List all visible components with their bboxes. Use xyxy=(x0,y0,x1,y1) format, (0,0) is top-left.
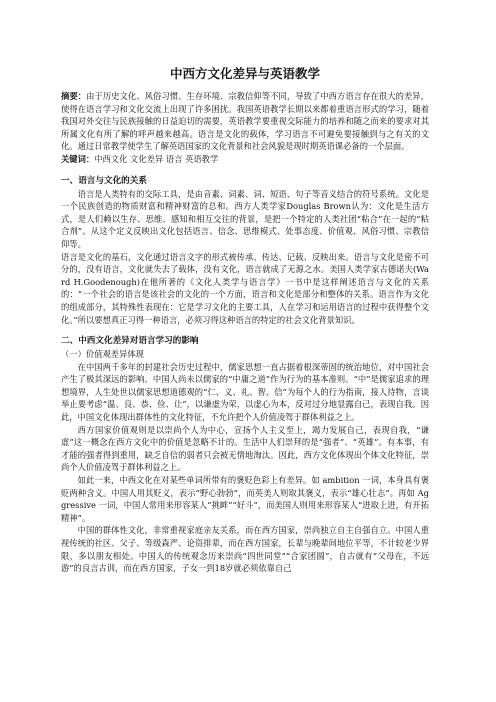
abstract-paragraph xyxy=(61,90,429,153)
keywords-label: 关键词： xyxy=(61,153,95,164)
section-1-heading: 一、语言与文化的关系 xyxy=(61,175,147,186)
section-2-paragraph-3: 如此一来，中西文化在对某些单词所带有的褒贬色彩上有差异。如 ambition 一词，本身具有褒贬两种含义。中国人用其贬义，表示“野心勃勃”，而英美人则取其褒义，表示“雄心壮志”。再如 Aggressive 一词，中国人常用来形容某人“挑衅”“好斗”，而美国人则用来形容某人“进取上进，有开拓精神”。 xyxy=(61,475,429,523)
section-2-paragraph-2: 西方国家价值观则是以崇尚个人为中心，宣扬个人主义至上，竭力发展自己，表现自我，“谦虚”这一概念在西方文化中的价值是忽略不计的。生活中人们崇拜的是“强者”、“英雄”。有本事，有才能的强者得到重用，缺乏自信的弱者只会被无情地淘汰。因此，西方文化体现出个体文化特征，崇尚个人价值凌驾于群体利益之上。 xyxy=(61,424,429,473)
abstract-label: 摘要： xyxy=(61,91,87,101)
section-2-paragraph-4: 中国的群体性文化，非常重视家庭亲友关系，而在西方国家，崇尚独立自主自强自立。中国人重视传统的社区、父子、等级森严、论资排辈，而在西方国家，长辈与晚辈间地位平等，不计较老少界限，多以朋友相处。中国人的传统观念历来崇尚“四世同堂”“合家团圆”，自古就有“父母在，不远游”的良言古训，而在西方国家，子女一到18岁就必须依靠自己 xyxy=(61,525,429,574)
section-1-paragraph-1: 语言是人类特有的交际工具，是由音素、词素、词、短语、句子等音义结合的符号系统。文化是一个民族创造的物质财富和精神财富的总和。西方人类学家Douglas Brown认为：文化是生活方式，是人们赖以生存、思维、感知和相互交往的背景，是把一个特定的人类社团“粘合”在一起的“粘合剂”。从这个定义反映出文化包括语言、信念、思维模式、处事态度、价值观、风俗习惯、宗教信仰等。 xyxy=(61,188,429,249)
abstract-text: 由于历史文化、风俗习惯、生存环境、宗教信仰等不同，导致了中西方语言存在很大的差异，使得在语言学习和文化交流上出现了许多困扰。我国英语教学长期以来都着重语言形式的学习，随着我国对外交往与民族接触的日益迫切的需要，英语教学要重视交际能力的培养和随之而来的要求对其所属文化有所了解的呼声越来越高。语言是文化的载体，学习语言不可避免要接触到与之有关的文化。通过日常教学使学生了解英语国家的文化背景和社会风貌是现时期英语课必备的一个层面。 xyxy=(61,91,429,152)
section-2-subheading-1: （一）价值观差异体现 xyxy=(61,349,144,360)
section-1-paragraph-2: 语言是文化的基石，文化通过语言文字的形式被传承、传达、记载、反映出来。语言与文化是密不可分的，没有语言，文化就失去了载体，没有文化，语言就成了无源之水。美国人类学家古德诺夫(Ward H.Goodenough)在他所著的《文化人类学与语言学》一书中是这样阐述语言与文化的关系的：“一个社会的语言是该社会的文化的一个方面，语言和文化是部分和整体的关系。语言作为文化的组成部分，其特殊性表现在：它是学习文化的主要工具，人在学习和运用语言的过程中获得整个文化。”所以要想真正习得一种语言，必须习得这种语言的特定的社会文化背景知识。 xyxy=(61,251,429,325)
document-title: 中西方文化差异与英语教学 xyxy=(169,66,320,81)
section-2-paragraph-1: 在中国两千多年的封建社会历史过程中，儒家思想一直占据着根深蒂固的统治地位，对中国社会产生了极其深远的影响。中国人尚未以儒家的“中庸之道”作为行为的基本准则。“中”是儒家追求的理想境界，人生处世以儒家思想道德观的“仁、义、礼、智、信”为每个人的行为指南，接人待物，言谈举止要考虑“温、良、恭、俭、让”，以谦虚为荣，以虚心为本，反对过分地显露自己，表现自我。因此，中国文化体现出群体性的文化特征，不允许把个人价值凌驾于群体利益之上。 xyxy=(61,361,429,423)
section-2-heading: 二、中西文化差异对语言学习的影响 xyxy=(61,336,199,347)
keywords-text: 中西文化 文化差异 语言 英语教学 xyxy=(94,153,219,164)
document-page xyxy=(61,66,429,575)
keywords-line xyxy=(61,153,429,166)
